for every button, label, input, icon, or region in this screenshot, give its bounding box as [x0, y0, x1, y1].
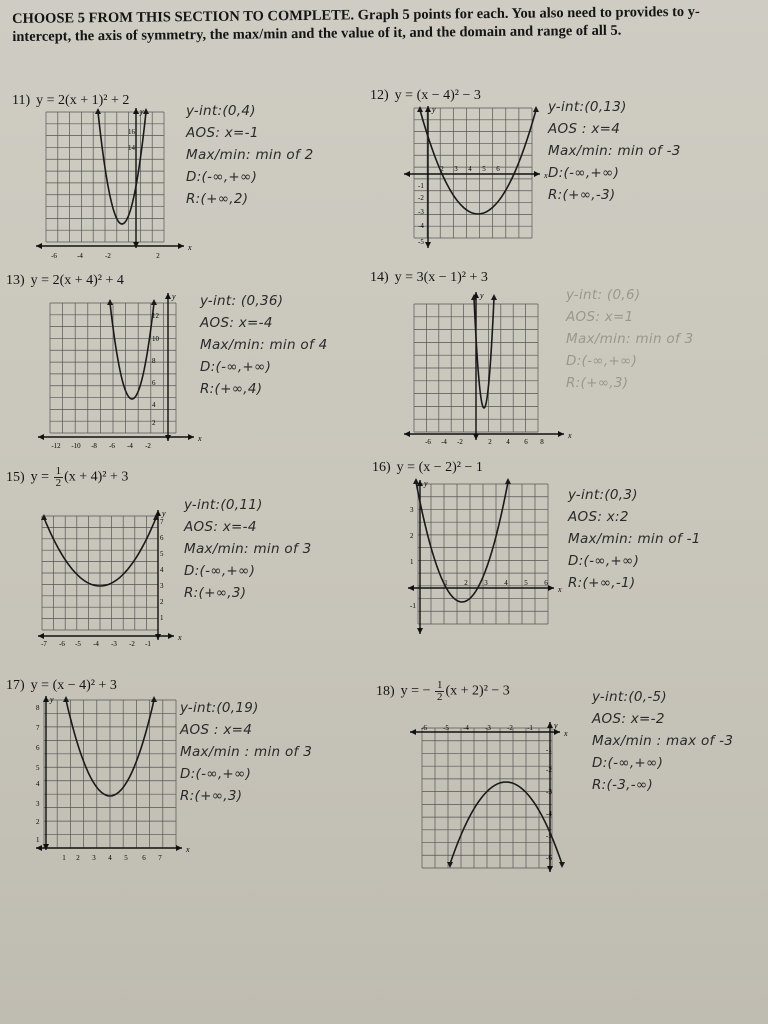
arrow-icon	[178, 243, 184, 249]
x-tick-label: 7	[158, 854, 162, 862]
arrow-icon	[36, 845, 42, 851]
equation-15: 15) y = $\frac{1}{2}$ (x + 4)² + 3	[6, 465, 129, 489]
arrow-icon	[38, 434, 44, 440]
answers-17: y-int:(0,19) AOS : x=4 Max/min : min of 3 D:(-∞,+∞) R:(+∞,3)	[180, 700, 313, 804]
y-axis-label: y	[162, 509, 166, 518]
curve-arrow-icon	[63, 696, 69, 702]
y-tick-label: 3	[160, 582, 164, 590]
x-tick-label: -6	[421, 724, 427, 732]
arrow-icon	[165, 293, 171, 299]
instructions: CHOOSE 5 FROM THIS SECTION TO COMPLETE. Graph 5 points for each. You also need to provides to y-intercept, the axis of symmetry, the max/min and the value of it, and the domain and range of all 5.	[12, 3, 700, 45]
x-tick-label: 2	[488, 438, 492, 446]
y-tick-label: -4	[418, 222, 424, 230]
y-tick-label: 2	[152, 419, 156, 427]
y-axis-label: y	[554, 721, 558, 730]
x-tick-label: 6	[524, 438, 528, 446]
arrow-icon	[558, 431, 564, 437]
parabola-curve	[474, 298, 494, 408]
curve-arrow-icon	[417, 106, 423, 112]
y-tick-label: 6	[160, 534, 164, 542]
y-tick-label: 10	[152, 335, 159, 343]
curve-arrow-icon	[505, 478, 511, 484]
x-tick-label: 4	[506, 438, 510, 446]
graph-17	[36, 695, 190, 865]
graph-12	[404, 105, 548, 253]
curve-arrow-icon	[413, 478, 419, 484]
y-tick-label: 4	[160, 566, 164, 574]
x-tick-label: 2	[76, 854, 80, 862]
graph-11	[36, 107, 192, 262]
y-tick-label: 7	[36, 724, 40, 732]
arrow-icon	[165, 435, 171, 441]
x-tick-label: 3	[454, 165, 458, 173]
x-axis-label: x	[544, 171, 548, 180]
x-tick-label: 5	[124, 854, 128, 862]
arrow-icon	[155, 634, 161, 640]
y-tick-label: -2	[546, 766, 552, 774]
x-tick-label: -3	[111, 640, 117, 648]
answers-12: y-int:(0,13) AOS : x=4 Max/min: min of -3 D:(-∞,+∞) R:(+∞,-3)	[548, 99, 681, 203]
x-tick-label: 2	[440, 165, 444, 173]
y-tick-label: -4	[546, 810, 552, 818]
answers-11: y-int:(0,4) AOS: x=-1 Max/min: min of 2 D:(-∞,+∞) R:(+∞,2)	[186, 103, 314, 207]
x-tick-label: -6	[59, 640, 65, 648]
x-tick-label: -5	[75, 640, 81, 648]
arrow-icon	[404, 171, 410, 177]
y-tick-label: -2	[418, 194, 424, 202]
curve-arrow-icon	[151, 696, 157, 702]
x-tick-label: -1	[527, 724, 533, 732]
x-axis-label: x	[558, 585, 562, 594]
x-axis-label: x	[186, 845, 190, 854]
x-axis-label: x	[188, 243, 192, 252]
arrow-icon	[43, 696, 49, 702]
x-tick-label: -5	[443, 724, 449, 732]
x-axis-label: x	[198, 434, 202, 443]
parabola-curve	[110, 303, 154, 399]
arrow-icon	[425, 242, 431, 248]
x-tick-label: -10	[71, 442, 81, 450]
y-tick-label: 6	[152, 379, 156, 387]
x-tick-label: -2	[507, 724, 513, 732]
curve-arrow-icon	[151, 299, 157, 305]
y-tick-label: 7	[160, 518, 164, 526]
y-axis-label: y	[140, 107, 144, 116]
y-tick-label: 8	[36, 704, 40, 712]
equation-13: 13) y = 2(x + 4)² + 4	[6, 273, 124, 288]
y-tick-label: -6	[546, 854, 552, 862]
arrow-icon	[547, 866, 553, 872]
y-axis-label: y	[480, 291, 484, 300]
x-tick-label: -2	[145, 442, 151, 450]
graph-13	[38, 292, 202, 450]
arrow-icon	[133, 108, 139, 114]
arrow-icon	[38, 633, 44, 639]
curve-arrow-icon	[491, 294, 497, 300]
answers-18: y-int:(0,-5) AOS: x=-2 Max/min : max of -3 D:(-∞,+∞) R:(-3,-∞)	[592, 689, 734, 793]
x-tick-label: -2	[457, 438, 463, 446]
x-tick-label: -2	[105, 252, 111, 260]
x-tick-label: -1	[145, 640, 151, 648]
y-tick-label: 2	[36, 818, 40, 826]
y-tick-label: 1	[410, 558, 414, 566]
x-tick-label: -7	[41, 640, 47, 648]
arrow-icon	[408, 585, 414, 591]
x-tick-label: 4	[468, 165, 472, 173]
arrow-icon	[548, 585, 554, 591]
answers-13: y-int: (0,36) AOS: x=-4 Max/min: min of 4 D:(-∞,+∞) R:(+∞,4)	[200, 293, 328, 397]
x-tick-label: 5	[524, 579, 528, 587]
arrow-icon	[417, 628, 423, 634]
y-tick-label: 2	[160, 598, 164, 606]
x-axis-label: x	[564, 729, 568, 738]
x-tick-label: 5	[482, 165, 486, 173]
y-tick-label: 4	[36, 780, 40, 788]
y-tick-label: 4	[152, 401, 156, 409]
arrow-icon	[36, 243, 42, 249]
y-tick-label: 5	[160, 550, 164, 558]
x-tick-label: -4	[93, 640, 99, 648]
curve-arrow-icon	[533, 106, 539, 112]
x-tick-label: -6	[51, 252, 57, 260]
arrow-icon	[547, 722, 553, 728]
y-axis-label: y	[172, 292, 176, 301]
y-tick-label: 6	[36, 744, 40, 752]
y-tick-label: 3	[410, 506, 414, 514]
x-tick-label: 6	[544, 579, 548, 587]
x-tick-label: 8	[540, 438, 544, 446]
x-tick-label: -4	[441, 438, 447, 446]
graph-14	[404, 290, 572, 450]
x-tick-label: -4	[77, 252, 83, 260]
y-tick-label: -1	[410, 602, 416, 610]
answers-14: y-int: (0,6) AOS: x=1 Max/min: min of 3 D:(-∞,+∞) R:(+∞,3)	[566, 287, 694, 391]
arrow-icon	[133, 242, 139, 248]
x-tick-label: -2	[129, 640, 135, 648]
arrow-icon	[188, 434, 194, 440]
arrow-icon	[473, 434, 479, 440]
x-tick-label: -4	[463, 724, 469, 732]
y-tick-label: -1	[418, 182, 424, 190]
x-tick-label: -3	[485, 724, 491, 732]
x-tick-label: -6	[109, 442, 115, 450]
equation-17: 17) y = (x − 4)² + 3	[6, 678, 117, 693]
parabola-curve	[416, 482, 508, 602]
y-axis-label: y	[424, 479, 428, 488]
arrow-icon	[425, 106, 431, 112]
y-tick-label: 14	[128, 144, 135, 152]
answers-15: y-int:(0,11) AOS: x=-4 Max/min: min of 3 D:(-∞,+∞) R:(+∞,3)	[184, 497, 312, 601]
y-tick-label: -3	[546, 788, 552, 796]
x-axis-label: x	[178, 633, 182, 642]
x-tick-label: 4	[504, 579, 508, 587]
curve-arrow-icon	[143, 108, 149, 114]
x-tick-label: 3	[92, 854, 96, 862]
x-tick-label: -6	[425, 438, 431, 446]
x-tick-label: -12	[51, 442, 61, 450]
equation-18: 18) y = − $\frac{1}{2}$ (x + 2)² − 3	[376, 679, 510, 703]
x-tick-label: 6	[496, 165, 500, 173]
x-tick-label: 6	[142, 854, 146, 862]
arrow-icon	[534, 171, 540, 177]
y-tick-label: -5	[546, 832, 552, 840]
y-tick-label: 1	[160, 614, 164, 622]
graph-15	[38, 509, 182, 650]
graph-18	[410, 721, 568, 872]
arrow-icon	[410, 729, 416, 735]
x-tick-label: -4	[127, 442, 133, 450]
y-tick-label: -5	[418, 238, 424, 246]
y-tick-label: 5	[36, 764, 40, 772]
curve-arrow-icon	[107, 299, 113, 305]
x-tick-label: 2	[156, 252, 160, 260]
x-tick-label: 1	[62, 854, 66, 862]
y-tick-label: 8	[152, 357, 156, 365]
x-tick-label: 4	[108, 854, 112, 862]
y-tick-label: 12	[152, 312, 159, 320]
equation-11: 11) y = 2(x + 1)² + 2	[12, 93, 130, 108]
graph-16	[408, 479, 562, 634]
y-tick-label: 3	[36, 800, 40, 808]
arrow-icon	[168, 633, 174, 639]
equation-16: 16) y = (x − 2)² − 1	[372, 460, 483, 475]
y-tick-label: -3	[418, 208, 424, 216]
answers-16: y-int:(0,3) AOS: x:2 Max/min: min of -1 D:(-∞,+∞) R:(+∞,-1)	[568, 487, 701, 591]
equation-14: 14) y = 3(x − 1)² + 3	[370, 270, 488, 285]
y-tick-label: 2	[410, 532, 414, 540]
equation-12: 12) y = (x − 4)² − 3	[370, 88, 481, 103]
x-tick-label: -8	[91, 442, 97, 450]
curve-arrow-icon	[559, 862, 565, 868]
arrow-icon	[404, 431, 410, 437]
y-tick-label: 16	[128, 128, 135, 136]
y-axis-label: y	[50, 695, 54, 704]
x-tick-label: 1	[444, 579, 448, 587]
y-tick-label: 1	[36, 836, 40, 844]
y-tick-label: -1	[546, 746, 552, 754]
x-tick-label: 2	[464, 579, 468, 587]
arrow-icon	[176, 845, 182, 851]
x-tick-label: 3	[484, 579, 488, 587]
x-axis-label: x	[568, 431, 572, 440]
y-axis-label: y	[432, 105, 436, 114]
